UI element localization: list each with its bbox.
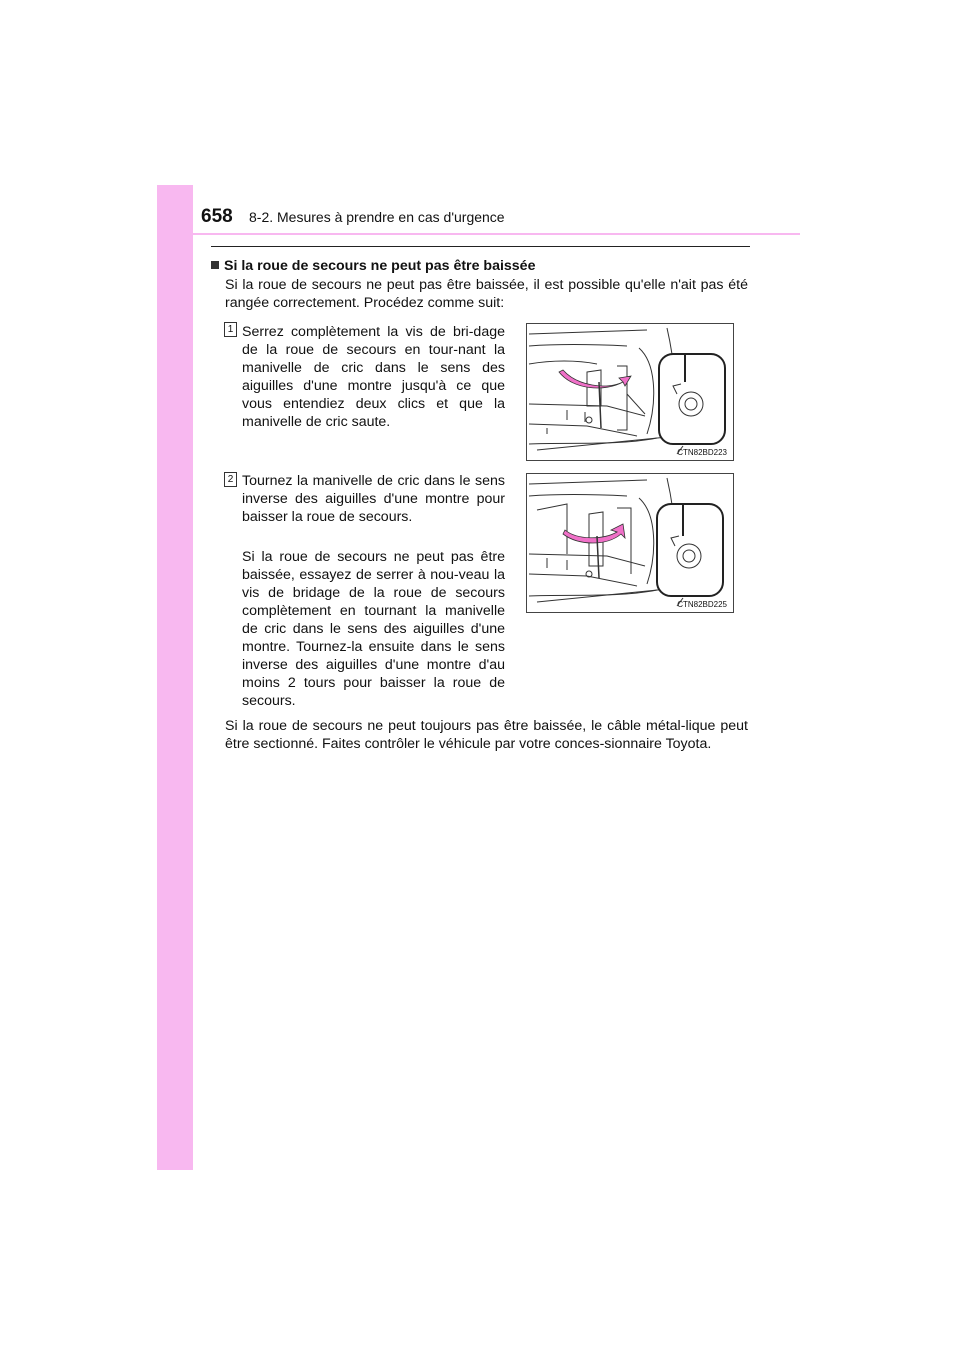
side-color-band	[157, 185, 193, 1170]
step-number-1: 1	[224, 322, 237, 337]
step-2-note: Si la roue de secours ne peut pas être baissée, essayez de serrer à nou-veau la vis de bridage de la roue de secours complètement en tournant la manivelle de cric dans le sens des aiguilles d'une montre. Tournez-la ensuite dans le sens inverse des aiguilles d'une montre d'au moins 2 tours pour baisser la roue de secours.	[242, 549, 505, 709]
chapter-title: 8-2. Mesures à prendre en cas d'urgence	[249, 209, 505, 225]
closing-paragraph: Si la roue de secours ne peut toujours pas être baissée, le câble métal-lique peut être sectionné. Faites contrôler le véhicule par votre conces-sionnaire Toyota.	[225, 718, 748, 752]
section-divider	[211, 246, 750, 247]
step-1-text: Serrez complètement la vis de bri-dage de la roue de secours en tour-nant la manivelle de cric dans le sens des aiguilles d'une montre jusqu'à ce que vous entendiez deux clics et que la manivelle de cric saute.	[242, 324, 505, 430]
step-2-text: Tournez la manivelle de cric dans le sens inverse des aiguilles d'une montre pour baisser la roue de secours.	[242, 473, 505, 525]
page-number: 658	[201, 206, 233, 227]
bullet-square-icon	[211, 261, 219, 269]
section-title-text: Si la roue de secours ne peut pas être baissée	[224, 258, 536, 274]
step-number-2: 2	[224, 472, 237, 487]
figure-code-2: CTN82BD225	[677, 600, 727, 609]
figure-code-1: CTN82BD223	[677, 448, 727, 457]
spare-tire-tighten-illustration	[527, 324, 733, 460]
section-heading	[211, 258, 535, 274]
header-divider	[193, 233, 800, 235]
intro-paragraph: Si la roue de secours ne peut pas être baissée, il est possible qu'elle n'ait pas été rangée correctement. Procédez comme suit:	[225, 277, 748, 311]
figure-spare-tire-tighten	[526, 323, 734, 461]
spare-tire-lower-illustration	[527, 474, 733, 612]
figure-spare-tire-lower	[526, 473, 734, 613]
